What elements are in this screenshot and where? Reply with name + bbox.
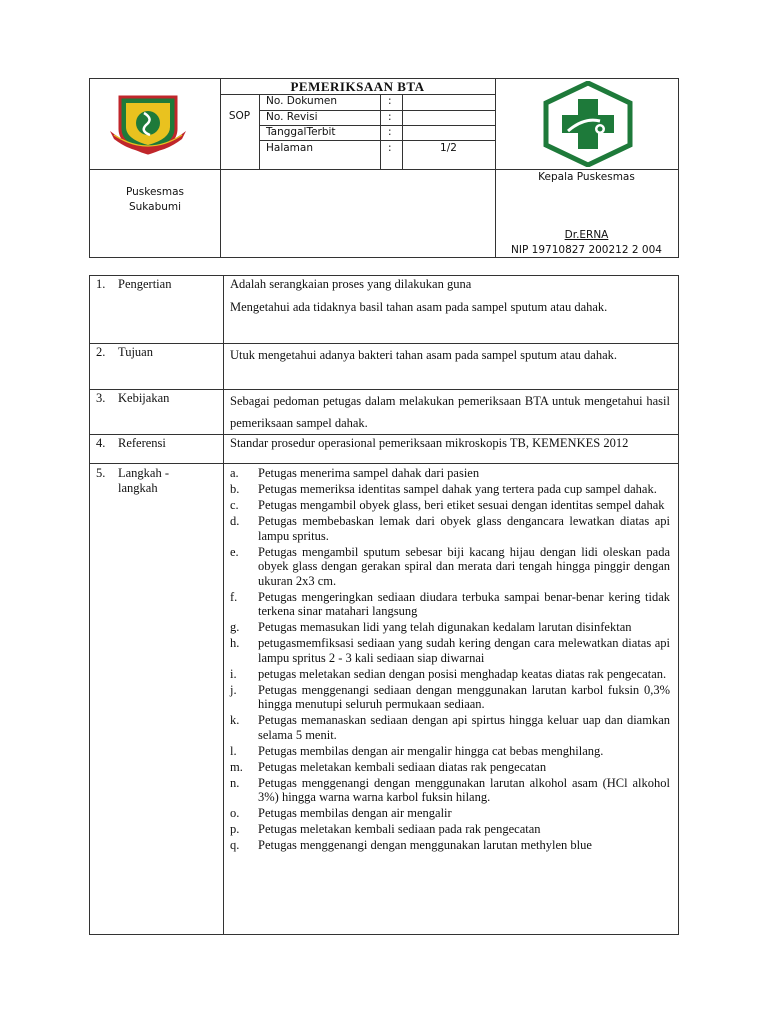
- langkah-label-line2: langkah: [118, 481, 158, 495]
- list-item: [230, 806, 670, 821]
- list-item: [230, 620, 670, 635]
- step-text: Petugas mengeringkan sediaan diudara terbuka sampai benar-benar kering tidak terkena sinar matahari langsung: [258, 589, 670, 618]
- step-text: Petugas membebaskan lemak dari obyek glass dengancara lewatkan diatas api lampu spritus.: [258, 514, 670, 543]
- document-title: PEMERIKSAAN BTA: [290, 79, 425, 94]
- list-item: [230, 760, 670, 775]
- pengertian-line2: Mengetahui ada tidaknya basil tahan asam pada sampel sputum atau dahak.: [230, 300, 608, 314]
- head-name: Dr.ERNA: [564, 229, 609, 241]
- step-text: Petugas mengambil obyek glass, beri etiket sesuai dengan identitas sempel dahak: [258, 498, 665, 512]
- sop-header-table: [89, 78, 679, 258]
- sop-body-table: [89, 275, 679, 935]
- referensi-text: Standar prosedur operasional pemeriksaan mikroskopis TB, KEMENKES 2012: [230, 436, 629, 450]
- step-letter: h.: [230, 636, 240, 650]
- step-letter: b.: [230, 482, 240, 496]
- step-text: Petugas meletakan kembali sediaan diatas rak pengecatan: [258, 759, 547, 774]
- section-label-langkah: [118, 466, 169, 496]
- meta-label-no-dokumen: No. Dokumen: [266, 95, 338, 107]
- list-item: [230, 482, 670, 497]
- step-letter: j.: [230, 682, 237, 697]
- list-item: [230, 822, 670, 837]
- list-item: [230, 713, 670, 742]
- step-text: petugasmemfiksasi sediaan yang sudah kering dengan cara melewatkan diatas api lampu spritus 2 - 3 kali sediaan siap diwarnai: [258, 636, 670, 665]
- list-item: [230, 590, 670, 619]
- step-letter: i.: [230, 666, 237, 681]
- step-text: Petugas menggenangi dengan menggunakan larutan methylen blue: [258, 838, 592, 852]
- tujuan-text: Utuk mengetahui adanya bakteri tahan asam pada sampel sputum atau dahak.: [230, 348, 618, 362]
- section-number: 5.: [96, 466, 106, 480]
- step-text: Petugas membilas dengan air mengalir hingga cat bebas menghilang.: [258, 743, 604, 758]
- step-letter: a.: [230, 466, 239, 480]
- section-number: 4.: [96, 436, 106, 450]
- step-letter: q.: [230, 838, 240, 852]
- meta-value-halaman: 1/2: [440, 142, 457, 154]
- section-label-tujuan: Tujuan: [118, 345, 153, 359]
- list-item: [230, 514, 670, 543]
- step-letter: d.: [230, 514, 240, 528]
- head-nip: NIP 19710827 200212 2 004: [511, 244, 662, 256]
- meta-sep: :: [388, 95, 392, 107]
- step-text: Petugas memanaskan sediaan dengan api spirtus hingga keluar uap dan diamkan selama 5 menit.: [258, 713, 670, 742]
- list-item: [230, 683, 670, 712]
- list-item: [230, 498, 670, 513]
- meta-label-no-revisi: No. Revisi: [266, 111, 318, 123]
- step-text: Petugas memasukan lidi yang telah digunakan kedalam larutan disinfektan: [258, 620, 632, 634]
- org-name-line2: Sukabumi: [128, 201, 182, 213]
- step-letter: m.: [230, 759, 243, 774]
- section-label-referensi: Referensi: [118, 436, 166, 450]
- section-number: 3.: [96, 391, 106, 405]
- step-text: Petugas mengambil sputum sebesar biji kacang hijau dengan lidi oleskan pada obyek glass dengan gerakan spiral dan merata dari tengah hingga pinggir dengan ukuran 2x3 cm.: [258, 544, 670, 588]
- step-text: Petugas menggenangi sediaan dengan menggunakan larutan karbol fuksin 0,3% hingga menutupi seluruh permukaan sediaan.: [258, 682, 670, 711]
- section-number: 1.: [96, 277, 106, 291]
- step-text: Petugas membilas dengan air mengalir: [258, 806, 452, 820]
- list-item: [230, 466, 670, 481]
- step-letter: p.: [230, 822, 240, 836]
- step-text: Petugas menggenangi dengan menggunakan larutan alkohol asam (HCl alkohol 3%) hingga warna warna karbol fuksin hilang.: [258, 775, 670, 804]
- list-item: [230, 838, 670, 853]
- section-label-kebijakan: Kebijakan: [118, 391, 170, 405]
- meta-label-halaman: Halaman: [266, 142, 313, 154]
- step-letter: c.: [230, 498, 239, 512]
- meta-sep: :: [388, 111, 392, 123]
- section-number: 2.: [96, 345, 106, 359]
- org-name: [90, 185, 220, 215]
- step-letter: g.: [230, 620, 240, 634]
- step-text: Petugas memeriksa identitas sampel dahak yang tertera pada cup sampel dahak.: [258, 482, 657, 496]
- sop-label: SOP: [228, 110, 251, 122]
- section-label-pengertian: Pengertian: [118, 277, 172, 291]
- list-item: [230, 636, 670, 665]
- list-item: [230, 667, 670, 682]
- puskesmas-logo: [542, 81, 634, 167]
- step-letter: e.: [230, 544, 239, 559]
- meta-label-tanggal-terbit: TanggalTerbit: [266, 126, 336, 138]
- step-text: petugas meletakan sedian dengan posisi menghadap keatas diatas rak pengecatan.: [258, 666, 667, 681]
- step-letter: k.: [230, 713, 240, 727]
- langkah-label-line1: Langkah -: [118, 466, 170, 480]
- meta-sep: :: [388, 142, 392, 154]
- step-letter: l.: [230, 743, 237, 758]
- step-text: Petugas meletakan kembali sediaan pada rak pengecatan: [258, 822, 541, 836]
- kebijakan-text: Sebagai pedoman petugas dalam melakukan pemeriksaan BTA untuk mengetahui hasil pemeriksaan sampel dahak.: [230, 394, 670, 430]
- step-letter: o.: [230, 806, 240, 820]
- list-item: [230, 776, 670, 805]
- list-item: [230, 545, 670, 589]
- list-item: [230, 744, 670, 759]
- meta-sep: :: [388, 126, 392, 138]
- step-letter: f.: [230, 589, 238, 604]
- org-name-line1: Puskesmas: [125, 186, 185, 198]
- step-text: Petugas menerima sampel dahak dari pasien: [258, 466, 480, 480]
- pengertian-line1: Adalah serangkaian proses yang dilakukan guna: [230, 277, 472, 291]
- step-letter: n.: [230, 775, 240, 790]
- head-title: Kepala Puskesmas: [538, 171, 635, 183]
- regional-seal-logo: [108, 91, 188, 155]
- steps-list: [230, 466, 670, 854]
